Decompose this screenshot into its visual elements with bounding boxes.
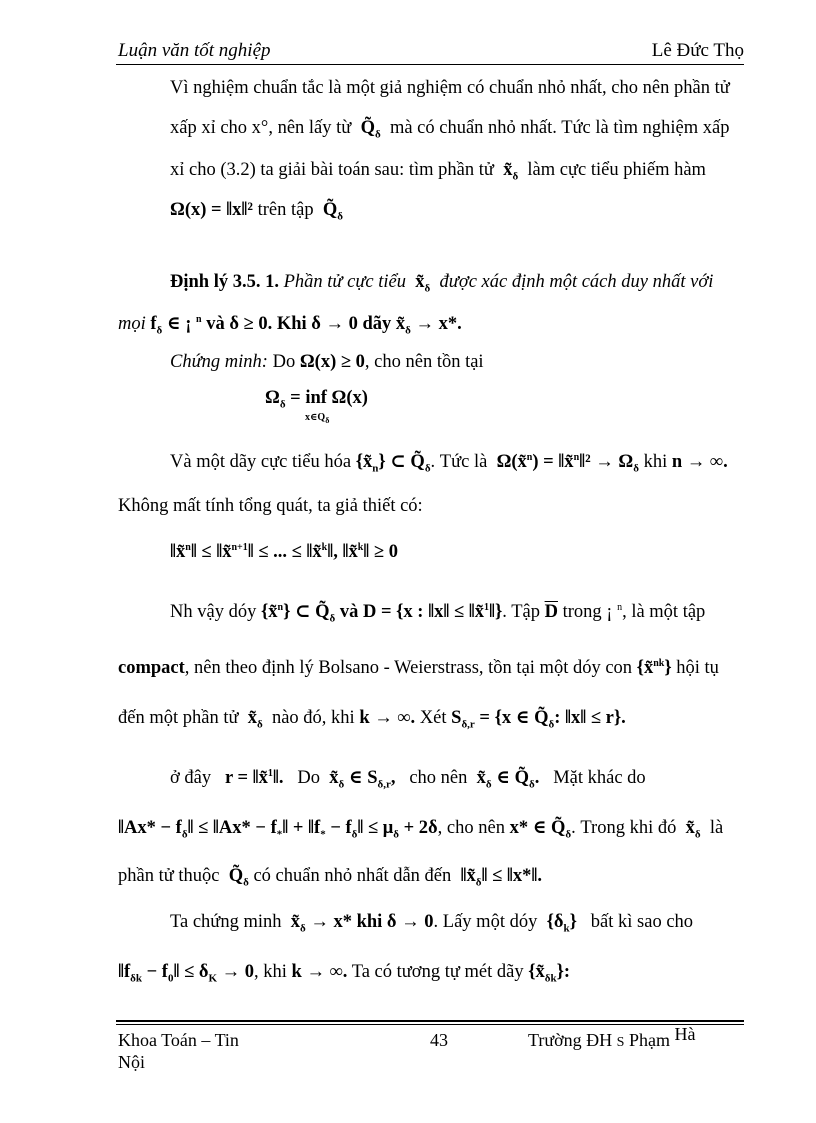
x-delta-symbol: $x̃_\delta$: [243, 708, 263, 731]
formula: $f_\delta$ ∈ ¡ $^n$ và δ ≥ 0. Khi δ → 0 dãy $x̃_\delta \to x*$.: [150, 314, 462, 337]
formula: {x̃$^{nk}$}: [636, 658, 672, 679]
text: xỉ cho (3.2) ta giải bài toán sau: tìm phần tử: [170, 160, 494, 180]
proof-label: Chứng minh:: [170, 352, 268, 372]
last-line: [118, 960, 570, 991]
q-delta-symbol: $Q̃_\delta$: [355, 118, 381, 141]
text: Do: [297, 768, 321, 789]
formula: {x̃$^n$} ⊂ $Q̃_\delta$ và D = {x : ‖x‖ ≤ ‖x̃$^1$‖}: [260, 602, 503, 625]
text: mà có chuẩn nhỏ nhất. Tức là tìm nghiệm xấp: [389, 118, 730, 138]
text: ở đây: [170, 768, 212, 789]
text: hội tụ: [676, 658, 719, 679]
x-delta-symbol: $x̃_\delta$: [410, 272, 431, 295]
formula: n → ∞.: [671, 452, 728, 473]
body-line-3: [170, 158, 706, 189]
theorem-line-1: [170, 270, 713, 301]
footer-rule-thin: [116, 1024, 744, 1025]
text: , cho nên tồn tại: [364, 352, 484, 372]
text: Ta có tương tự mét dãy: [351, 962, 524, 982]
formula: Ω(x) ≥ 0: [299, 352, 365, 372]
formula: Ω(x̃$^n$) = ‖x̃$^n$‖² → $\Omega_\delta$: [491, 452, 639, 475]
formula: $\{x̃_{\delta k}\}$:: [528, 962, 571, 985]
header-left: Luận văn tốt nghiệp: [118, 40, 271, 61]
formula: $\{x̃_n\}$ ⊂ $Q̃_\delta$: [355, 452, 431, 475]
formula: $\overline{D}$: [544, 602, 558, 623]
footer-right: Trường ĐH S Phạm Hà: [528, 1024, 696, 1050]
body-line-1: Vì nghiệm chuẩn tắc là một giả nghiệm có chuẩn nhỏ nhất, cho nên phần tử: [170, 78, 730, 98]
footer-rule-thick: [116, 1020, 744, 1022]
formula: r = ‖x̃$^1$‖.: [225, 768, 284, 789]
footer-left-2: Nội: [118, 1052, 145, 1072]
q-delta-symbol: $Q̃_\delta$: [224, 866, 249, 889]
header-rule: [116, 64, 744, 65]
text: đến một phần tử: [118, 708, 239, 728]
formula: $\{\delta_k\}$: [546, 912, 577, 935]
text: , khi: [254, 962, 287, 982]
compact-line: [118, 652, 719, 680]
formula: $x̃_\delta$ ∈ $S_{\delta,r}$,: [329, 768, 396, 791]
text: có chuẩn nhỏ nhất dẫn đến: [253, 866, 452, 886]
text: bất kì sao cho: [590, 912, 694, 932]
text: , cho nên: [437, 818, 505, 838]
formula: x* ∈ $Q̃_\delta$: [509, 818, 572, 841]
formula: k → ∞.: [291, 962, 348, 982]
text: Nh vậy dóy: [170, 602, 257, 623]
omega-formula: Ω(x) = ‖x‖²: [170, 200, 253, 220]
text: , nên theo định lý Bolsano - Weierstrass, tồn tại một dóy con: [184, 658, 633, 679]
formula: $S_{\delta,r} = \{x$ ∈ $Q̃_\delta$: ‖x‖ ≤ r}.: [451, 708, 626, 731]
body-line-2: [170, 116, 729, 147]
theorem-text: Phần tử cực tiểu: [283, 272, 407, 292]
text: . Lấy một dóy: [433, 912, 538, 932]
x-delta-symbol: $x̃_\delta$: [498, 160, 519, 183]
inequality-line: ‖x̃$^n$‖ ≤ ‖x̃$^{n+1}$‖ ≤ ... ≤ ‖x̃$^k$‖, ‖x̃$^k$‖ ≥ 0: [170, 542, 398, 563]
general-line: Không mất tính tổng quát, ta giả thiết có:: [118, 496, 423, 516]
page-number: 43: [430, 1030, 448, 1050]
theorem-text: mọi: [118, 314, 146, 335]
formula: ‖Ax* − $f_\delta‖$ ≤ ‖Ax* − $f_*‖$ + $‖f_*$ − $f_\delta‖ \le \mu_\delta + 2\delta$: [118, 818, 438, 841]
formula: $x̃_\delta$ ∈ $Q̃_\delta$.: [476, 768, 540, 791]
formula: k → ∞.: [359, 708, 416, 728]
omega-definition: $\Omega_\delta$ = inf Ω(x) $x\in Q_\delta$: [265, 386, 368, 417]
text: trên tập: [257, 200, 314, 220]
text: Ta chứng minh: [170, 912, 282, 932]
text: . Tập: [502, 602, 540, 623]
theorem-label: Định lý 3.5. 1.: [170, 272, 279, 292]
o-day-line: [170, 762, 646, 797]
q-delta-symbol: $Q̃_\delta$: [318, 200, 343, 223]
text: là: [709, 818, 724, 838]
theorem-text: được xác định một cách duy nhất với: [439, 272, 714, 292]
x-delta-symbol: $x̃_\delta$: [680, 818, 701, 841]
den-line: [118, 706, 626, 737]
text: , là một tập: [622, 602, 706, 623]
nh-line: Nh vậy dóy {x̃$^n$} ⊂ $Q̃_\delta$ và D = {x : ‖x‖ ≤ ‖x̃$^1$‖}. Tập $\overline{D}$ trong ¡ $^n$, là một tập: [170, 602, 706, 625]
proof-line: [170, 350, 484, 374]
text: xấp xỉ cho x°, nên lấy từ: [170, 118, 352, 138]
text: Xét: [419, 708, 447, 728]
footer-left-1: Khoa Toán – Tin: [118, 1030, 239, 1050]
text: . Trong khi đó: [571, 818, 677, 838]
header-right: Lê Đức Thọ: [651, 40, 744, 61]
theorem-line-2: [118, 308, 462, 343]
text: Do: [272, 352, 296, 372]
text: làm cực tiểu phiếm hàm: [527, 160, 706, 180]
text: Và một dãy cực tiểu hóa: [170, 452, 352, 473]
formula: $‖x̃_\delta‖$ ≤ ‖x*‖.: [455, 866, 543, 889]
phan-line: [118, 864, 542, 895]
bold-term: compact: [118, 658, 185, 679]
ta-line: [170, 910, 693, 941]
sequence-line: [170, 446, 728, 481]
formula: $x̃_\delta \to x*$ khi δ → 0: [286, 912, 434, 935]
text: phần tử thuộc: [118, 866, 220, 886]
text: trong ¡: [562, 602, 618, 623]
text: Mặt khác do: [553, 768, 646, 789]
text: nào đó, khi: [271, 708, 355, 728]
text: cho nên: [409, 768, 468, 789]
formula: $‖f_{\delta k}$ − $f_0‖ \le \delta_K \to 0$: [118, 962, 255, 985]
text: . Tức là: [430, 452, 488, 473]
body-line-4: [170, 198, 343, 229]
omega-subscript: $x\in Q_\delta$: [305, 412, 330, 425]
text: khi: [643, 452, 668, 473]
ax-line: [118, 816, 723, 847]
